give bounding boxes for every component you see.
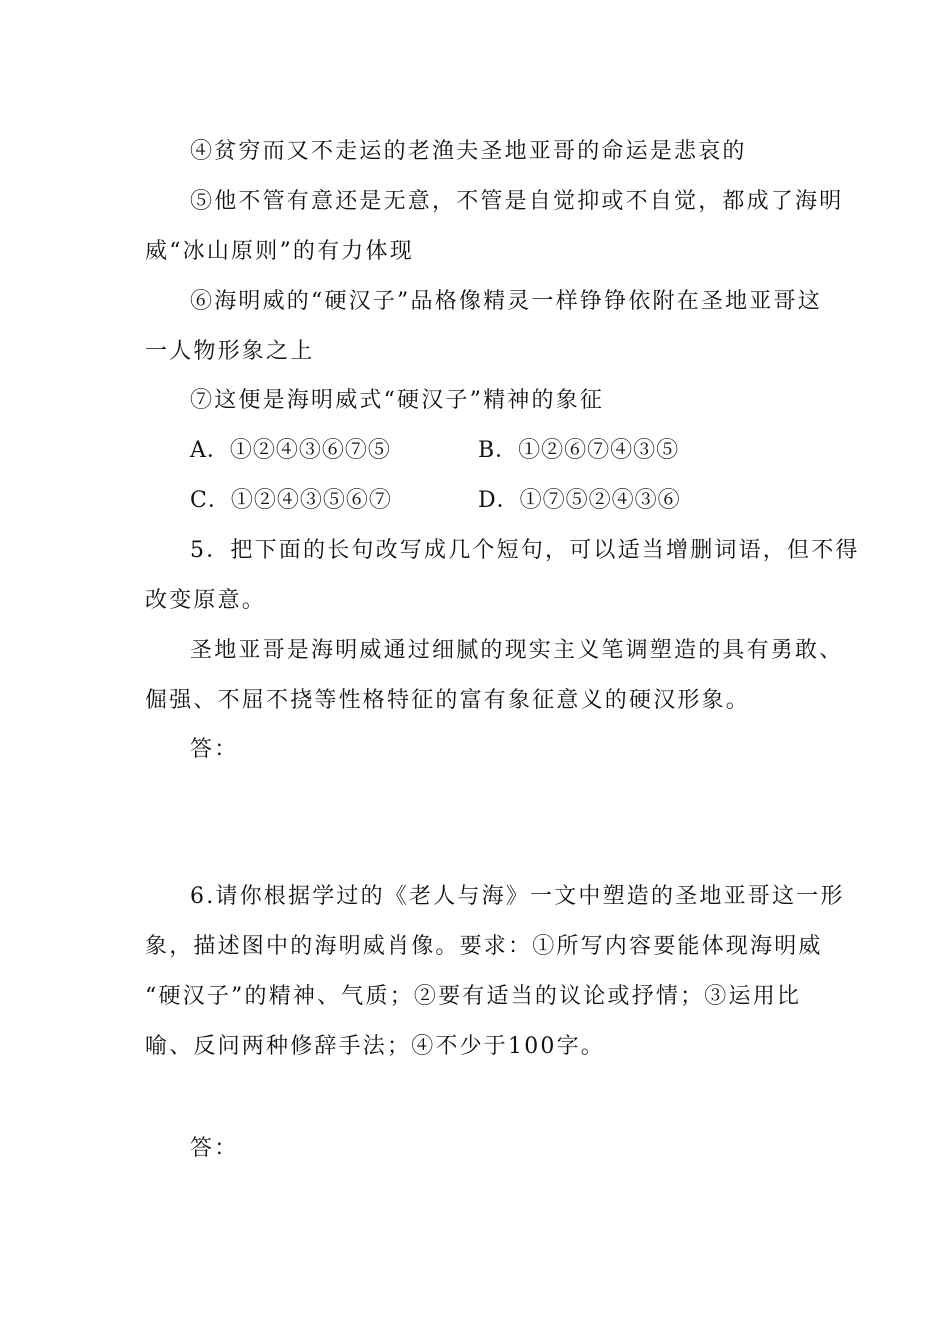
question-5-answer-label: 答： <box>190 737 239 762</box>
question-6-line-3: “硬汉子”的精神、气质；②要有适当的议论或抒情；③运用比 <box>145 984 802 1009</box>
choice-b: B．①②⑥⑦④③⑤ <box>478 438 680 463</box>
option-item-6-line-1: ⑥海明威的“硬汉子”品格像精灵一样铮铮依附在圣地亚哥这 <box>190 289 822 314</box>
option-item-6-line-2: 一人物形象之上 <box>145 339 315 364</box>
question-5-sentence-line-2: 倔强、不屈不挠等性格特征的富有象征意义的硬汉形象。 <box>145 688 751 713</box>
question-5-sentence-line-1: 圣地亚哥是海明威通过细腻的现实主义笔调塑造的具有勇敢、 <box>190 638 844 663</box>
question-6-line-2: 象，描述图中的海明威肖像。要求：①所写内容要能体现海明威 <box>145 934 823 959</box>
question-6-line-1: 6.请你根据学过的《老人与海》一文中塑造的圣地亚哥这一形 <box>190 884 845 909</box>
option-item-7: ⑦这便是海明威式“硬汉子”精神的象征 <box>190 388 605 413</box>
choice-d: D．①⑦⑤②④③⑥ <box>478 488 681 513</box>
choice-a: A．①②④③⑥⑦⑤ <box>190 438 391 463</box>
question-6-answer-label: 答： <box>190 1136 239 1161</box>
option-item-5-line-2: 威“冰山原则”的有力体现 <box>145 239 414 264</box>
option-item-4: ④贫穷而又不走运的老渔夫圣地亚哥的命运是悲哀的 <box>190 139 747 164</box>
question-5-line-2: 改变原意。 <box>145 588 267 613</box>
option-item-5-line-1: ⑤他不管有意还是无意，不管是自觉抑或不自觉，都成了海明 <box>190 189 844 214</box>
question-5-line-1: 5．把下面的长句改写成几个短句，可以适当增删词语，但不得 <box>190 538 860 563</box>
question-6-line-4: 喻、反问两种修辞手法；④不少于100字。 <box>145 1034 605 1059</box>
choice-c: C．①②④③⑤⑥⑦ <box>190 488 392 513</box>
